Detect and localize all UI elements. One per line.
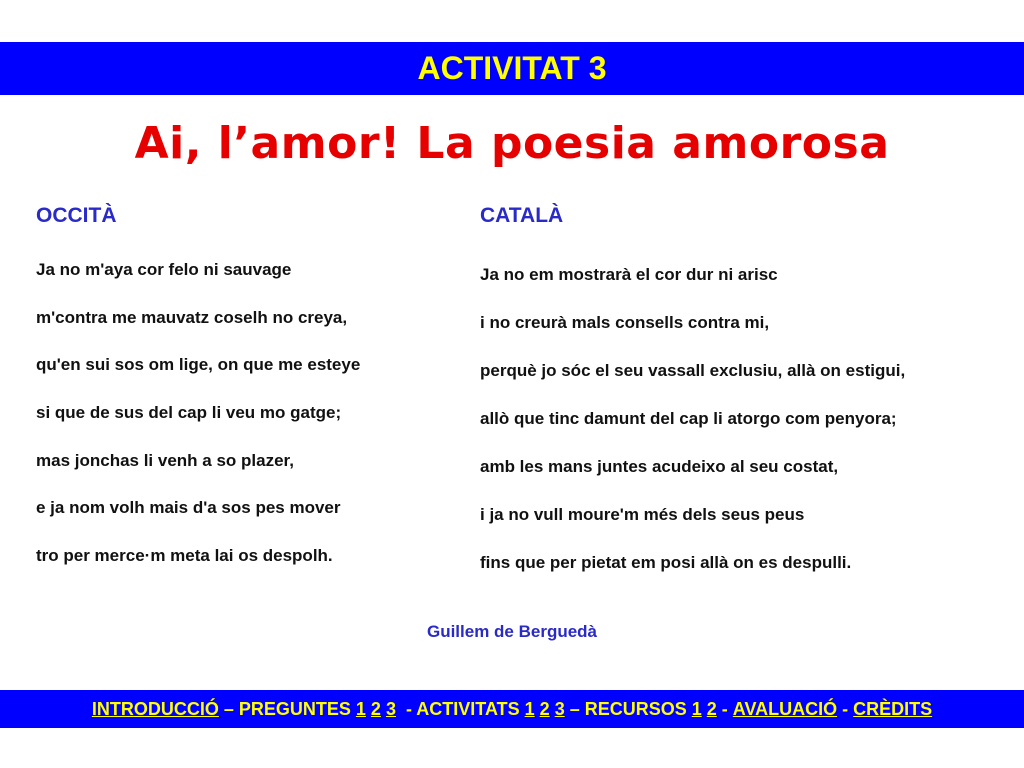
occitan-verse-line: qu'en sui sos om lige, on que me esteye (36, 355, 361, 374)
nav-separator: – PREGUNTES (218, 698, 356, 719)
occitan-column (36, 204, 456, 565)
nav-link-preguntes-1[interactable]: 1 (355, 698, 366, 719)
occitan-verse-line: mas jonchas li venh a so plazer, (36, 451, 294, 470)
nav-link-preguntes-3[interactable]: 3 (385, 698, 396, 719)
nav-link-activitats-3[interactable]: 3 (554, 698, 565, 719)
catalan-verse-line: fins que per pietat em posi allà on es despulli. (480, 553, 852, 572)
catalan-verse-line: amb les mans juntes acudeixo al seu costat, (480, 457, 839, 476)
nav-separator: - (716, 698, 733, 719)
catalan-heading: CATALÀ (480, 204, 564, 227)
occitan-verse-line: si que de sus del cap li veu mo gatge; (36, 403, 342, 422)
occitan-verse-line: tro per merce·m meta lai os despolh. (36, 546, 333, 565)
nav-link-introduccio[interactable]: INTRODUCCIÓ (91, 698, 219, 719)
catalan-verse-line: i ja no vull moure'm més dels seus peus (480, 505, 805, 524)
activity-header-bar (0, 42, 1024, 95)
occitan-heading: OCCITÀ (36, 204, 117, 227)
catalan-verse-line: i no creurà mals consells contra mi, (480, 313, 770, 332)
catalan-verse-line: allò que tinc damunt del cap li atorgo com penyora; (480, 409, 897, 428)
occitan-verse-line: m'contra me mauvatz coselh no creya, (36, 308, 348, 327)
page-title: Ai, l’amor! La poesia amorosa (134, 118, 890, 169)
nav-link-recursos-2[interactable]: 2 (706, 698, 717, 719)
occitan-verse-line: e ja nom volh mais d'a sos pes mover (36, 498, 341, 517)
nav-link-preguntes-2[interactable]: 2 (370, 698, 381, 719)
bottom-navigation-bar (0, 690, 1024, 728)
nav-separator: - (837, 698, 854, 719)
nav-separator: – RECURSOS (564, 698, 692, 719)
activity-label: ACTIVITAT 3 (417, 50, 607, 86)
catalan-verse-line: perquè jo sóc el seu vassall exclusiu, allà on estigui, (480, 361, 906, 380)
nav-link-credits[interactable]: CRÈDITS (853, 698, 933, 719)
nav-link-activitats-1[interactable]: 1 (524, 698, 535, 719)
nav-link-recursos-1[interactable]: 1 (691, 698, 702, 719)
poem-author: Guillem de Berguedà (426, 622, 598, 641)
catalan-column (480, 204, 1010, 572)
nav-link-avaluacio[interactable]: AVALUACIÓ (732, 698, 838, 719)
occitan-verse-line: Ja no m'aya cor felo ni sauvage (36, 260, 292, 279)
catalan-verse-line: Ja no em mostrarà el cor dur ni arisc (480, 265, 778, 284)
nav-link-activitats-2[interactable]: 2 (539, 698, 550, 719)
nav-separator: - ACTIVITATS (395, 698, 525, 719)
